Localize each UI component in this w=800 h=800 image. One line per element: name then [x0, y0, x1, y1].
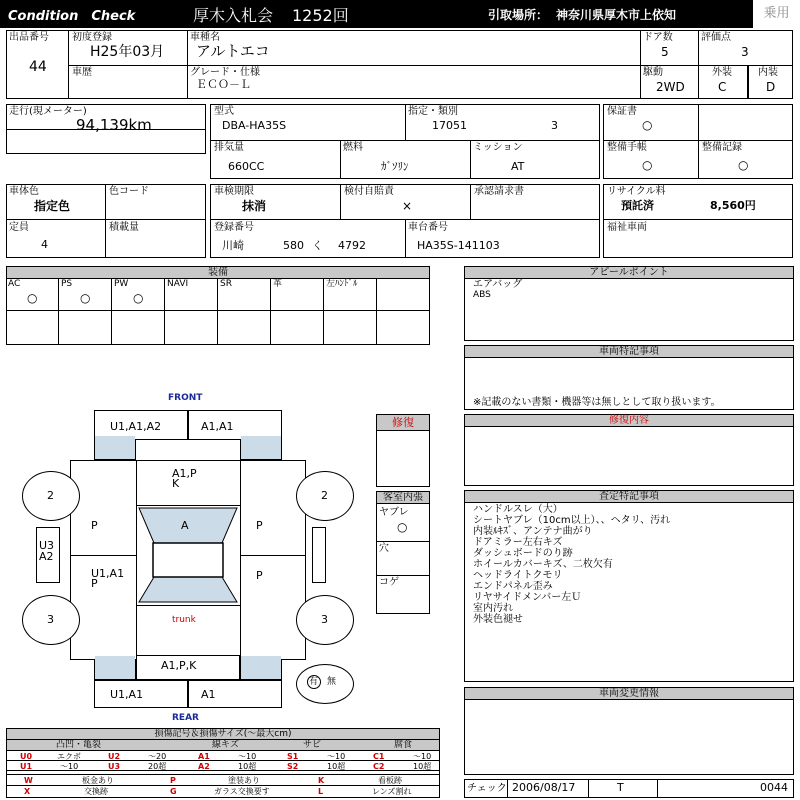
legend-code: L: [318, 787, 324, 796]
fuel-value: ｶﾞｿﾘﾝ: [381, 160, 409, 173]
car-name-label: 車種名: [190, 32, 220, 43]
appraisal-line: 外装色褪せ: [473, 614, 523, 625]
legend-size: 〜10: [238, 752, 257, 761]
repair-box: [376, 414, 430, 487]
interior-tear-mark: ○: [397, 520, 408, 534]
equip-leather-label: 革: [273, 279, 283, 289]
tire-rl-damage: 3: [47, 613, 54, 626]
drive-value: 2WD: [656, 80, 685, 94]
equip-ps-mark: ○: [80, 291, 91, 305]
lot-number: 44: [29, 59, 47, 75]
reg-area: 川崎: [222, 239, 244, 252]
inspection-value: 抹消: [242, 199, 267, 213]
appeal-line: ABS: [473, 290, 491, 300]
mileage-value: 94,139km: [76, 116, 152, 134]
displacement-value: 660CC: [228, 160, 265, 173]
color-code-label: 色コード: [109, 186, 149, 197]
legend-code: G: [170, 787, 177, 796]
color-label: 車体色: [9, 186, 39, 197]
legend-size: 〜10: [60, 762, 79, 771]
change-info-panel: [464, 687, 794, 775]
appeal-panel: [464, 266, 794, 341]
legend-corrosion: 腐食: [394, 740, 413, 750]
displacement-label: 排気量: [214, 142, 244, 153]
color-value: 指定色: [34, 199, 71, 213]
legend-code: S2: [287, 762, 299, 771]
ext-label: 外装: [712, 67, 732, 78]
appeal-title: アピールポイント: [465, 267, 793, 279]
equip-lhd-label: 左ﾊﾝﾄﾞﾙ: [326, 279, 358, 289]
spare-ari: 有: [309, 677, 319, 687]
appraisal-line: シートヤブレ（10cm以上）、、ヘタリ、汚れ: [473, 515, 671, 526]
check-date: 2006/08/17: [512, 781, 576, 794]
hood-damage: A1,P K: [172, 467, 197, 490]
legend-code: U2: [108, 752, 121, 761]
legend-code: A1: [198, 752, 210, 761]
appraisal-line: ホイールカバーキズ、二枚欠有: [473, 559, 613, 570]
special-note: ※記載のない書類・機器等は無しとして取り扱います。: [473, 397, 721, 408]
legend-size: 20超: [148, 762, 167, 771]
legend-size: 10超: [413, 762, 432, 771]
equip-ac-label: AC: [8, 279, 21, 289]
history-label: 車歴: [72, 67, 92, 78]
auction-round: 1252回: [292, 6, 349, 25]
legend-code: C1: [373, 752, 385, 761]
legend-scratch: 線キズ: [212, 740, 239, 750]
rear-right-damage: A1: [201, 688, 216, 701]
appraisal-line: ハンドルスレ（大）: [473, 504, 563, 515]
pickup-place: 神奈川県厚木市上依知: [556, 8, 677, 22]
legend-rust: サビ: [303, 740, 322, 750]
first-reg-value: H25年03月: [90, 44, 165, 60]
legend-code: W: [24, 776, 33, 785]
class-no: 17051: [432, 119, 467, 132]
drive-label: 駆動: [643, 67, 663, 78]
legend-code: P: [170, 776, 176, 785]
recycle-label: リサイクル料: [607, 186, 666, 197]
interior-burn-label: コゲ: [379, 577, 399, 588]
equip-sr-label: SR: [220, 279, 232, 289]
insurance-label: 検付自賠責: [344, 186, 394, 197]
fuel-label: 燃料: [343, 142, 363, 153]
repair-panel: [464, 414, 794, 486]
legend-desc: 看板跡: [378, 776, 402, 785]
change-title: 車両変更情報: [465, 688, 793, 700]
legend-code: S1: [287, 752, 299, 761]
chassis-label: 車台番号: [408, 222, 448, 233]
rear-upper-damage: A1,P,K: [161, 659, 197, 672]
check-inspector: T: [617, 781, 624, 794]
appeal-line: エアバッグ: [473, 279, 523, 290]
reg-kana: く: [312, 239, 323, 252]
trunk-label: trunk: [172, 615, 196, 625]
tire-fr-damage: 2: [321, 489, 328, 502]
car-name: アルトエコ: [196, 42, 270, 60]
reg-label: 登録番号: [214, 222, 254, 233]
legend-desc: ガラス交換要す: [214, 787, 270, 796]
spare-nashi: 無: [327, 677, 337, 687]
interior-tear-label: ヤブレ: [379, 507, 409, 518]
left-front-door-damage: P: [91, 519, 98, 532]
right-side-skirt: [312, 527, 326, 583]
appraisal-line: 室内汚れ: [473, 603, 513, 614]
legend-code: C2: [373, 762, 385, 771]
legend-desc: レンズ割れ: [372, 787, 412, 796]
legend-size: エクボ: [57, 752, 81, 761]
legend-size: 10超: [327, 762, 346, 771]
right-front-door-damage: P: [256, 519, 263, 532]
appraisal-line: 内装ﾙｷｽﾞ、アンテナ曲がり: [473, 526, 593, 537]
class-label: 指定・類別: [408, 106, 458, 117]
appraisal-title: 査定特記事項: [465, 491, 793, 503]
repair-title: 修復内容: [465, 415, 793, 427]
appraisal-panel: [464, 490, 794, 682]
score-value: 3: [741, 45, 749, 59]
class-sub: 3: [551, 119, 558, 132]
mission-label: ミッション: [473, 142, 523, 153]
grade-value: ＥＣＯ－Ｌ: [196, 78, 251, 91]
repair-box-title: 修復: [377, 415, 429, 431]
equip-pw-label: PW: [114, 279, 129, 289]
lot-label: 出品番号: [9, 32, 49, 43]
reg-class: 580: [283, 239, 304, 252]
legend-title: 損傷記号＆損傷サイズ(〜最大cm): [7, 729, 439, 740]
mileage-label: 走行(現メーター): [9, 106, 87, 117]
check-number: 0044: [760, 781, 788, 794]
model-label: 型式: [214, 106, 234, 117]
warranty-label: 保証書: [607, 106, 637, 117]
inspection-label: 車検期限: [214, 186, 254, 197]
auction-name: 厚木入札会: [193, 6, 274, 25]
manual-label: 整備手帳: [607, 142, 647, 153]
appraisal-line: エンドパネル歪み: [473, 581, 553, 592]
load-label: 積載量: [109, 222, 139, 233]
equipment-title: 装備: [7, 267, 429, 279]
record-label: 整備記録: [702, 142, 742, 153]
front-label: FRONT: [168, 393, 203, 403]
front-right-damage: A1,A1: [201, 420, 234, 433]
legend-code: U0: [20, 752, 33, 761]
capacity-value: 4: [41, 238, 48, 251]
special-notes-panel: [464, 345, 794, 410]
legend-size: 〜10: [413, 752, 432, 761]
appraisal-line: ダッシュボードのり跡: [473, 548, 573, 559]
check-label: チェック: [467, 783, 507, 794]
tire-rr-damage: 3: [321, 613, 328, 626]
equip-ps-label: PS: [61, 279, 73, 289]
header-title: Condition Check: [8, 9, 136, 24]
interior-title: 客室内張: [377, 492, 429, 504]
mission-value: AT: [511, 160, 525, 173]
chassis-value: HA35S-141103: [417, 239, 500, 252]
legend-dent: 凸凹・亀裂: [56, 740, 102, 750]
legend-size: 10超: [238, 762, 257, 771]
model-value: DBA-HA35S: [222, 119, 287, 132]
grade-label: グレード・仕様: [190, 67, 260, 78]
left-rear-door-damage: U1,A1 P: [91, 567, 125, 590]
equip-navi-label: NAVI: [167, 279, 189, 289]
legend-desc: 塗装あり: [228, 776, 260, 785]
score-label: 評価点: [701, 32, 731, 43]
int-value: D: [766, 80, 776, 94]
manual-mark: ○: [642, 158, 653, 172]
spare-tire: [296, 664, 354, 704]
recycle-status: 預託済: [621, 199, 654, 212]
int-label: 内装: [758, 67, 778, 78]
approval-label: 承認請求書: [474, 186, 524, 197]
legend-code: K: [318, 776, 325, 785]
header-bar: [0, 0, 800, 28]
doors-value: 5: [661, 45, 669, 59]
legend-code: U3: [108, 762, 121, 771]
legend-code: A2: [198, 762, 210, 771]
pickup-label: 引取場所：: [488, 8, 549, 22]
legend-desc: 交換跡: [84, 787, 108, 796]
vehicle-type: 乗用: [753, 0, 800, 28]
first-reg-label: 初度登録: [72, 32, 112, 43]
welfare-label: 福祉車両: [607, 222, 647, 233]
front-left-damage: U1,A1,A2: [110, 420, 162, 433]
interior-hole-label: 穴: [379, 543, 389, 554]
rear-label: REAR: [172, 713, 199, 723]
record-mark: ○: [738, 158, 749, 172]
roof-damage: A: [181, 519, 189, 532]
ext-value: C: [718, 80, 727, 94]
legend-size: 〜20: [148, 752, 167, 761]
equip-ac-mark: ○: [27, 291, 38, 305]
appraisal-line: ヘッドライトクモリ: [473, 570, 563, 581]
legend-code: X: [24, 787, 31, 796]
special-title: 車両特記事項: [465, 346, 793, 358]
capacity-label: 定員: [9, 222, 29, 233]
appraisal-line: ドアミラー左右キズ: [473, 537, 563, 548]
reg-number: 4792: [338, 239, 366, 252]
rear-left-damage: U1,A1: [110, 688, 144, 701]
warranty-mark: ○: [642, 118, 653, 132]
left-side-damage: U3 A2: [39, 539, 55, 563]
legend-code: U1: [20, 762, 33, 771]
recycle-amount: 8,560円: [710, 199, 756, 212]
legend-desc: 板金あり: [82, 776, 114, 785]
tire-fl-damage: 2: [47, 489, 54, 502]
right-rear-door-damage: P: [256, 569, 263, 582]
legend-size: 〜10: [327, 752, 346, 761]
equip-pw-mark: ○: [133, 291, 144, 305]
doors-label: ドア数: [643, 32, 673, 43]
interior-box: [376, 491, 430, 614]
appraisal-line: リヤサイドメンバー左Ｕ: [473, 592, 582, 603]
insurance-value: ×: [402, 199, 413, 213]
